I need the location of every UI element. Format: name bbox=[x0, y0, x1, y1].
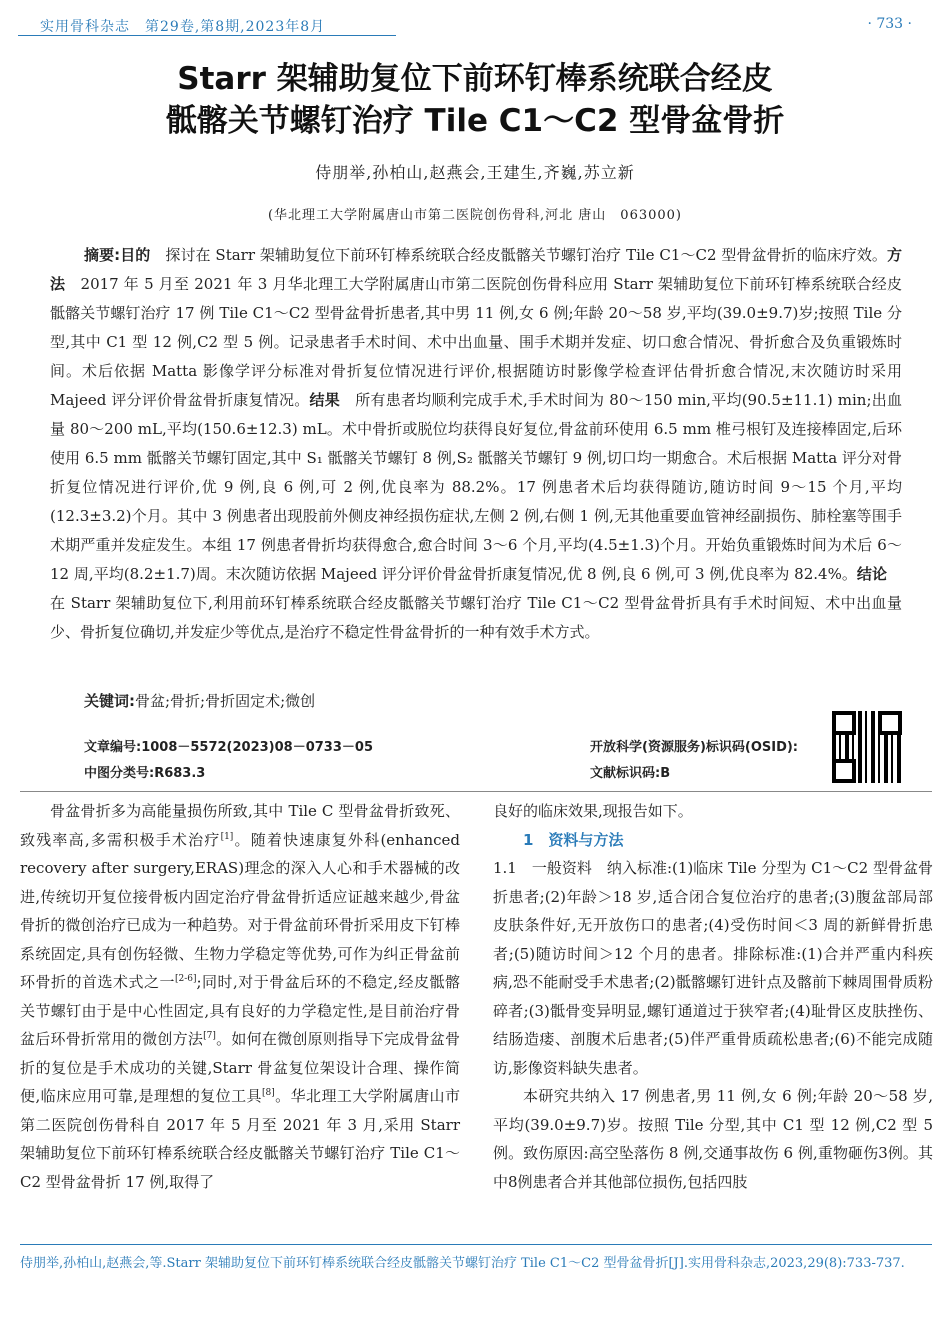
article-title-line-1: Starr 架辅助复位下前环钉棒系统联合经皮 bbox=[177, 61, 773, 97]
abstract-label: 摘要: bbox=[84, 246, 121, 264]
keywords-label: 关键词: bbox=[84, 692, 135, 710]
qr-code-icon[interactable] bbox=[832, 711, 902, 783]
methods-text: 2017 年 5 月至 2021 年 3 月华北理工大学附属唐山市第二医院创伤骨科应用 Starr 架辅助复位下前环钉棒系统联合经皮骶髂关节螺钉治疗 17 例 Tile C1～C2 型骨盆骨折患者,其中男 11 例,女 6 例;年龄 20～58 岁,平均(39.0±9.7)岁;按照 Tile 分型,其中 C1 型 12 例,C2 型 5 例。记录患者手术时间、术中出血量、围手术期并发症、切口愈合情况、骨折愈合及负重锻炼时间。术后依据 Matta 影像学评分标准对骨折复位情况进行评价,根据随访时影像学检查评估骨折愈合情况,末次随访时采用 Majeed 评分评价骨盆骨折康复情况。 bbox=[50, 275, 902, 409]
section-1-heading: 1 资料与方法 bbox=[523, 830, 624, 849]
objective-label: 目的 bbox=[120, 246, 151, 264]
page-number: · 733 · bbox=[867, 16, 912, 32]
methods-label: 方法 bbox=[50, 246, 903, 293]
affiliation: (华北理工大学附属唐山市第二医院创伤骨科,河北 唐山 063000) bbox=[267, 208, 683, 223]
ref-7[interactable]: [7] bbox=[203, 1031, 216, 1041]
running-header bbox=[18, 16, 932, 38]
abstract bbox=[50, 241, 902, 647]
clc-number: 中图分类号:R683.3 bbox=[84, 766, 206, 781]
intro-paragraph: 骨盆骨折多为高能量损伤所致,其中 Tile C 型骨盆骨折致死、致残率高,多需积极手术治疗[1]。随着快速康复外科(enhanced recovery after surgery,ERAS)理念的深入人心和手术器械的改进,传统切开复位接骨板内固定治疗骨盆骨折适应证越来越少,骨盆骨折的微创治疗已成为一种趋势。对于骨盆前环骨折采用皮下钉棒系统固定,具有创伤轻微、生物力学稳定等优势,可作为纠正骨盆前环骨折的首选术式之一[2-6];同时,对于骨盆后环的不稳定,经皮骶髂关节螺钉由于是中心性固定,具有良好的力学稳定性,是目前治疗骨盆后环骨折常用的微创方法[7]。如何在微创原则指导下完成骨盆骨折的复位是手术成功的关键,Starr 骨盆复位架设计合理、操作简便,临床应用可靠,是理想的复位工具[8]。华北理工大学附属唐山市第二医院创伤骨科自 2017 年 5 月至 2021 年 3 月,采用 Starr 架辅助复位下前环钉棒系统联合经皮骶髂关节螺钉治疗 Tile C1～C2 型骨盆骨折 17 例,取得了 bbox=[20, 802, 460, 1191]
article-title-line-2: 骶髂关节螺钉治疗 Tile C1～C2 型骨盆骨折 bbox=[165, 103, 785, 139]
osid-label: 开放科学(资源服务)标识码(OSID): bbox=[590, 740, 799, 755]
subsection-1-1: 1.1 一般资料 纳入标准:(1)临床 Tile 分型为 C1～C2 型骨盆骨折患者;(2)年龄＞18 岁,适合闭合复位治疗的患者;(3)腹盆部局部皮肤条件好,无开放伤口的患者;(4)受伤时间＜3 周的新鲜骨折患者;(5)随访时间＞12 个月的患者。排除标准:(1)合并严重内科疾病,恐不能耐受手术患者;(2)骶髂螺钉进针点及髂前下棘周围骨质粉碎者;(3)骶骨变异明显,螺钉通道过于狭窄者;(4)耻骨区皮肤挫伤、结肠造瘘、剖腹术后患者;(5)伴严重骨质疏松患者;(6)不能完成随访,影像资料缺失患者。 bbox=[493, 859, 933, 1077]
results-text: 所有患者均顺利完成手术,手术时间为 80～150 min,平均(90.5±11.1) min;出血量 80～200 mL,平均(150.6±12.3) mL。术中骨折或脱位均获得良好复位,骨盆前环使用 6.5 mm 椎弓根钉及连接棒固定,后环使用 6.5 mm 骶髂关节螺钉固定,其中 S₁ 骶髂关节螺钉 8 例,S₂ 骶髂关节螺钉 9 例,切口均一期愈合。术后根据 Matta 评分对骨折复位情况进行评价,优 9 例,良 6 例,可 2 例,优良率为 88.2%。17 例患者术后均获得随访,随访时间 9～15 个月,平均(12.3±3.2)个月。其中 3 例患者出现股前外侧皮神经损伤症状,左侧 2 例,右侧 1 例,无其他重要血管神经副损伤、肺栓塞等围手术期严重并发症发生。本组 17 例患者骨折均获得愈合,愈合时间 3～6 个月,平均(4.5±1.3)个月。开始负重锻炼时间为术后 6～12 周,平均(8.2±1.7)周。末次随访依据 Majeed 评分评价骨盆骨折康复情况,优 8 例,良 6 例,可 3 例,优良率为 82.4%。 bbox=[50, 391, 903, 583]
keywords bbox=[84, 690, 315, 711]
keywords-text: 骨盆;骨折;骨折固定术;微创 bbox=[135, 692, 316, 710]
results-label: 结果 bbox=[309, 391, 341, 409]
conclusion-label: 结论 bbox=[856, 565, 887, 583]
intro-continuation: 良好的临床效果,现报告如下。 bbox=[493, 802, 693, 820]
journal-issue: 实用骨科杂志 第29卷,第8期,2023年8月 bbox=[18, 16, 396, 36]
citation-footer: 侍朋举,孙柏山,赵燕会,等.Starr 架辅助复位下前环钉棒系统联合经皮骶髂关节螺钉治疗 Tile C1～C2 型骨盆骨折[J].实用骨科杂志,2023,29(8):733-737. bbox=[20, 1244, 932, 1274]
objective-text: 探讨在 Starr 架辅助复位下前环钉棒系统联合经皮骶髂关节螺钉治疗 Tile C1～C2 型骨盆骨折的临床疗效。 bbox=[150, 246, 887, 264]
article-number: 文章编号:1008－5572(2023)08－0733－05 bbox=[84, 740, 373, 755]
body-left-column bbox=[20, 797, 460, 1196]
ref-1[interactable]: [1] bbox=[220, 831, 234, 842]
conclusion-text: 在 Starr 架辅助复位下,利用前环钉棒系统联合经皮骶髂关节螺钉治疗 Tile C1～C2 型骨盆骨折具有手术时间短、术中出血量少、骨折复位确切,并发症少等优点,是治疗不稳定性骨盆骨折的一种有效手术方式。 bbox=[50, 565, 902, 641]
document-code: 文献标识码:B bbox=[590, 766, 671, 781]
ref-2-6[interactable]: [2-6] bbox=[174, 974, 197, 984]
patients-paragraph: 本研究共纳入 17 例患者,男 11 例,女 6 例;年龄 20～58 岁,平均(39.0±9.7)岁。按照 Tile 分型,其中 C1 型 12 例,C2 型 5 例。致伤原因:高空坠落伤 8 例,交通事故伤 6 例,重物砸伤3例。其中8例患者合并其他部位损伤,包括四肢 bbox=[493, 1087, 933, 1191]
body-right-column bbox=[493, 797, 933, 1196]
ref-8[interactable]: [8] bbox=[261, 1088, 275, 1098]
column-separator bbox=[20, 791, 932, 792]
author-list: 侍朋举,孙柏山,赵燕会,王建生,齐巍,苏立新 bbox=[315, 163, 635, 182]
